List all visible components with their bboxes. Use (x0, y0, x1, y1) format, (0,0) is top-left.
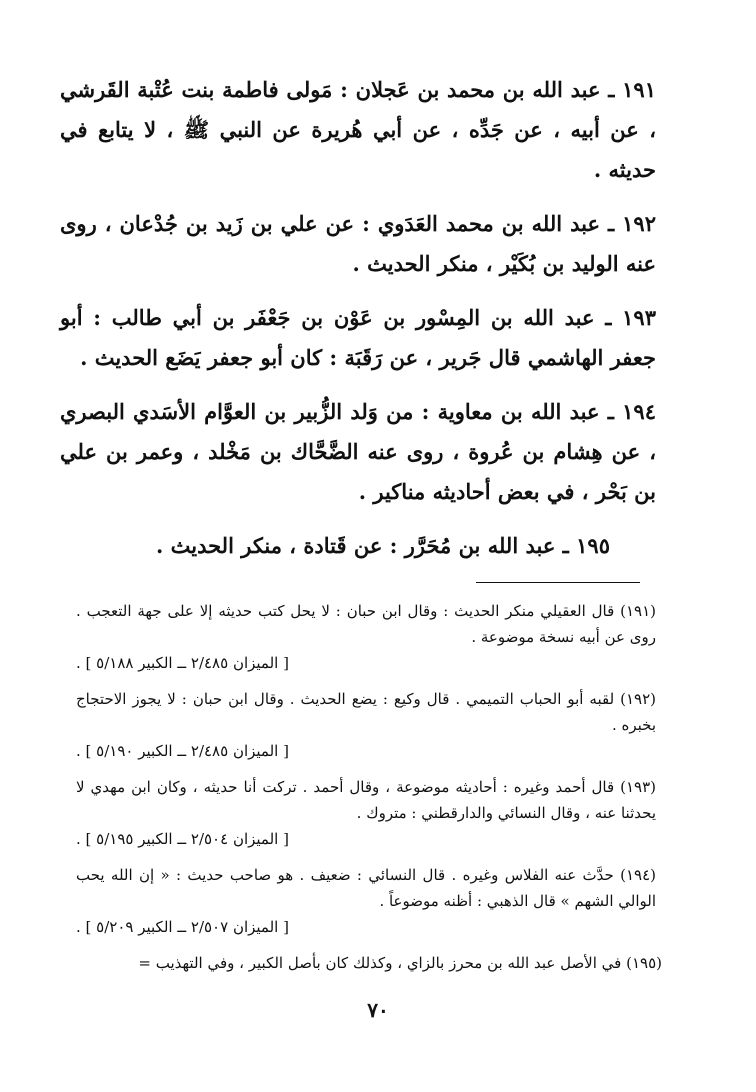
entry-192: ١٩٢ ـ عبد الله بن محمد العَدَوي : عن علي بن زَيد بن جُدْعان ، روى عنه الوليد بن بُكَيْر ، منكر الحديث . (60, 211, 656, 276)
footnote-192 (76, 686, 656, 764)
biographical-entries (60, 70, 656, 580)
footnote-text: (١٩٤) حدَّث عنه الفلاس وغيره . قال النسائي : ضعيف . هو صاحب حديث : « إن الله يحب الوالي الشهم » قال الذهبي : أظنه موضوعاً . (76, 866, 656, 910)
footnote-text: (١٩٥) في الأصل عبد الله بن محرز بالزاي ، وكذلك كان بأصل الكبير ، وفي التهذيب = (138, 954, 662, 972)
footnote-194 (76, 862, 656, 940)
footnote-text: (١٩٣) قال أحمد وغيره : أحاديثه موضوعة ، وقال أحمد . تركت أنا حديثه ، وكان ابن مهدي لا يحدثنا عنه ، وقال النسائي والدارقطني : متروك . (76, 778, 656, 822)
entry-194: ١٩٤ ـ عبد الله بن معاوية : من وَلد الزُّبير بن العوَّام الأسَدي البصري ، عن هِشام بن عُروة ، روى عنه الضَّحَّاك بن مَخْلد ، وعمر بن علي بن بَحْر ، في بعض أحاديثه مناكير . (60, 399, 656, 504)
footnotes (76, 598, 662, 986)
page-number: ٧٠ (367, 998, 389, 1022)
footnote-text: (١٩١) قال العقيلي منكر الحديث : وقال ابن حبان : لا يحل كتب حديثه إلا على جهة التعجب . روى عن أبيه نسخة موضوعة . (76, 602, 656, 646)
entry-191: ١٩١ ـ عبد الله بن محمد بن عَجلان : مَولى فاطمة بنت عُتْبة القَرشي ، عن أبيه ، عن جَدِّه ، عن أبي هُريرة عن النبي ﷺ ، لا يتابع في حديثه . (60, 77, 656, 182)
footnote-193 (76, 774, 656, 852)
footnote-195 (56, 950, 662, 976)
footnote-reference: [ الميزان ٢/٤٨٥ ــ الكبير ٥/١٩٠ ] . (76, 742, 289, 760)
footnote-reference: [ الميزان ٢/٥٠٧ ــ الكبير ٥/٢٠٩ ] . (76, 918, 289, 936)
footnote-reference: [ الميزان ٢/٤٨٥ ــ الكبير ٥/١٨٨ ] . (76, 654, 289, 672)
footnote-text: (١٩٢) لقبه أبو الحباب التميمي . قال وكيع : يضع الحديث . وقال ابن حبان : لا يجوز الاحتجاج بخبره . (76, 690, 656, 734)
footnote-reference: [ الميزان ٢/٥٠٤ ــ الكبير ٥/١٩٥ ] . (76, 830, 289, 848)
entry-193: ١٩٣ ـ عبد الله بن المِسْور بن عَوْن بن جَعْفَر بن أبي طالب : أبو جعفر الهاشمي قال جَرير ، عن رَقَبَة : كان أبو جعفر يَضَع الحديث . (60, 305, 656, 370)
footnote-191 (76, 598, 656, 676)
footnote-separator (476, 582, 640, 583)
entry-195: ١٩٥ ـ عبد الله بن مُحَرَّر : عن قَتادة ، منكر الحديث . (156, 533, 610, 558)
